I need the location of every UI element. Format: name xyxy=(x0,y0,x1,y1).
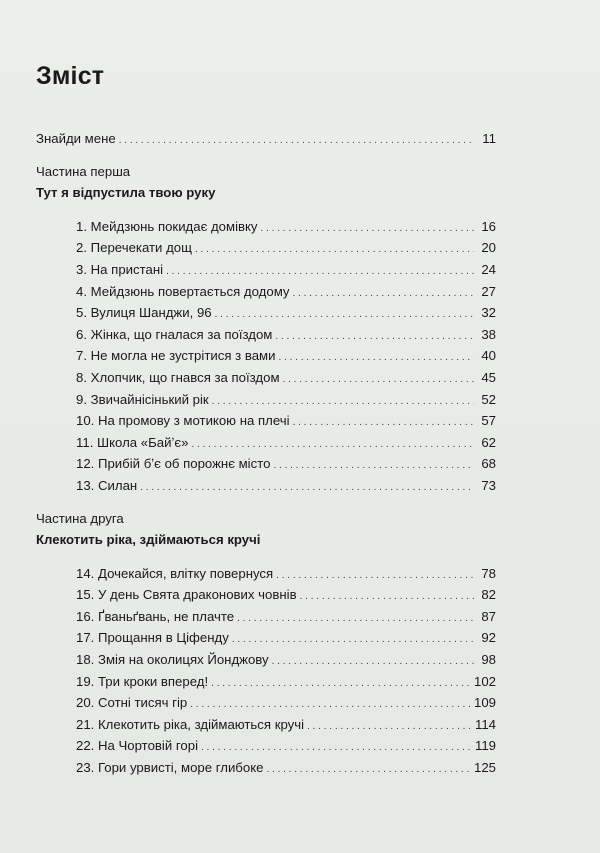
toc-chapter-entry[interactable] xyxy=(76,367,496,389)
leader-dots xyxy=(283,369,474,391)
leader-dots xyxy=(211,673,470,695)
chapter-page-number: 78 xyxy=(481,565,496,581)
toc-chapter-entry[interactable] xyxy=(76,563,496,585)
leader-dots xyxy=(307,716,471,738)
leader-dots xyxy=(215,304,474,326)
toc-chapter-entry[interactable] xyxy=(76,757,496,779)
chapter-page-number: 92 xyxy=(481,630,496,646)
toc-entry-intro[interactable] xyxy=(36,128,496,150)
toc-entry-page: 11 xyxy=(482,131,496,146)
chapter-page-number: 57 xyxy=(481,413,496,429)
chapter-page-number: 27 xyxy=(481,283,496,299)
leader-dots xyxy=(190,694,470,716)
page-title: Зміст xyxy=(36,62,105,90)
chapter-title: 14. Дочекайся, влітку повернуся xyxy=(76,565,274,581)
leader-dots xyxy=(140,477,474,499)
chapter-page-number: 16 xyxy=(481,218,496,234)
leader-dots xyxy=(293,283,475,305)
leader-dots xyxy=(276,565,474,587)
chapter-title: 5. Вулиця Шанджи, 96 xyxy=(76,305,212,321)
table-of-contents xyxy=(36,128,496,779)
part-two-title: Клекотить ріка, здіймаються кручі xyxy=(36,532,261,548)
toc-chapter-entry[interactable] xyxy=(76,302,496,324)
chapter-title: 7. Не могла не зустрітися з вами xyxy=(76,348,276,364)
chapter-title: 18. Змія на околицях Йонджову xyxy=(76,652,269,668)
chapter-title: 4. Мейдзюнь повертається додому xyxy=(76,283,290,299)
toc-chapter-entry[interactable] xyxy=(76,432,496,454)
toc-chapter-entry[interactable] xyxy=(76,410,496,432)
leader-dots xyxy=(232,629,474,651)
chapter-page-number: 24 xyxy=(481,261,496,277)
toc-chapter-entry[interactable] xyxy=(76,216,496,238)
leader-dots xyxy=(119,130,474,152)
chapter-title: 16. Ґваньґвань, не плачте xyxy=(76,608,235,624)
chapter-page-number: 109 xyxy=(473,695,496,711)
part-one-title: Тут я відпустила твою руку xyxy=(36,185,216,201)
toc-chapter-entry[interactable] xyxy=(76,649,496,671)
toc-chapter-entry[interactable] xyxy=(76,671,496,693)
chapter-page-number: 45 xyxy=(481,369,496,385)
leader-dots xyxy=(201,737,471,759)
leader-dots xyxy=(195,239,474,261)
chapter-page-number: 73 xyxy=(481,477,496,493)
toc-chapter-entry[interactable] xyxy=(76,475,496,497)
leader-dots xyxy=(300,586,474,608)
chapter-title: 17. Прощання в Ціфенду xyxy=(76,630,229,646)
toc-chapter-entry[interactable] xyxy=(76,453,496,475)
toc-chapter-entry[interactable] xyxy=(76,324,496,346)
chapter-title: 8. Хлопчик, що гнався за поїздом xyxy=(76,369,280,385)
part-one-chapters xyxy=(36,216,496,497)
chapter-page-number: 114 xyxy=(474,716,496,732)
toc-chapter-entry[interactable] xyxy=(76,281,496,303)
leader-dots xyxy=(278,347,474,369)
toc-chapter-entry[interactable] xyxy=(76,389,496,411)
chapter-page-number: 98 xyxy=(481,652,496,668)
part-one-label: Частина перша xyxy=(36,163,131,179)
chapter-title: 12. Прибій бʼє об порожнє місто xyxy=(76,456,271,472)
toc-chapter-entry[interactable] xyxy=(76,714,496,736)
leader-dots xyxy=(273,455,474,477)
chapter-page-number: 32 xyxy=(481,305,496,321)
chapter-page-number: 119 xyxy=(474,738,496,754)
leader-dots xyxy=(266,759,470,781)
chapter-title: 15. У день Свята драконових човнів xyxy=(76,587,297,603)
chapter-title: 9. Звичайнісінький рік xyxy=(76,391,209,407)
chapter-title: 6. Жінка, що гналася за поїздом xyxy=(76,326,273,342)
chapter-title: 3. На пристані xyxy=(76,261,164,277)
leader-dots xyxy=(272,651,474,673)
chapter-page-number: 87 xyxy=(481,608,496,624)
chapter-title: 2. Перечекати дощ xyxy=(76,240,192,256)
chapter-title: 21. Клекотить ріка, здіймаються кручі xyxy=(76,716,305,732)
chapter-title: 19. Три кроки вперед! xyxy=(76,673,209,689)
toc-chapter-entry[interactable] xyxy=(76,735,496,757)
chapter-page-number: 20 xyxy=(481,240,496,256)
leader-dots xyxy=(237,608,474,630)
chapter-page-number: 102 xyxy=(473,673,496,689)
chapter-title: 20. Сотні тисяч гір xyxy=(76,695,188,711)
toc-chapter-entry[interactable] xyxy=(76,692,496,714)
chapter-page-number: 38 xyxy=(481,326,496,342)
leader-dots xyxy=(166,261,474,283)
leader-dots xyxy=(212,391,474,413)
chapter-page-number: 68 xyxy=(481,456,496,472)
leader-dots xyxy=(275,326,474,348)
toc-chapter-entry[interactable] xyxy=(76,606,496,628)
leader-dots xyxy=(293,412,474,434)
chapter-page-number: 125 xyxy=(473,760,496,776)
chapter-title: 13. Силан xyxy=(76,477,138,493)
chapter-page-number: 52 xyxy=(481,391,496,407)
part-two-chapters xyxy=(36,563,496,779)
leader-dots xyxy=(261,218,474,240)
toc-chapter-entry[interactable] xyxy=(76,345,496,367)
chapter-page-number: 40 xyxy=(481,348,496,364)
chapter-page-number: 62 xyxy=(481,434,496,450)
chapter-page-number: 82 xyxy=(481,587,496,603)
chapter-title: 11. Школа «Байʼє» xyxy=(76,434,189,450)
chapter-title: 1. Мейдзюнь покидає домівку xyxy=(76,218,258,234)
chapter-title: 22. На Чортовій горі xyxy=(76,738,198,754)
toc-chapter-entry[interactable] xyxy=(76,259,496,281)
part-two-label: Частина друга xyxy=(36,510,124,526)
chapter-title: 10. На промову з мотикою на плечі xyxy=(76,413,290,429)
toc-chapter-entry[interactable] xyxy=(76,627,496,649)
chapter-title: 23. Гори урвисті, море глибоке xyxy=(76,760,264,776)
toc-chapter-entry[interactable] xyxy=(76,584,496,606)
toc-entry-label: Знайди мене xyxy=(36,131,116,146)
toc-chapter-entry[interactable] xyxy=(76,237,496,259)
leader-dots xyxy=(191,434,474,456)
